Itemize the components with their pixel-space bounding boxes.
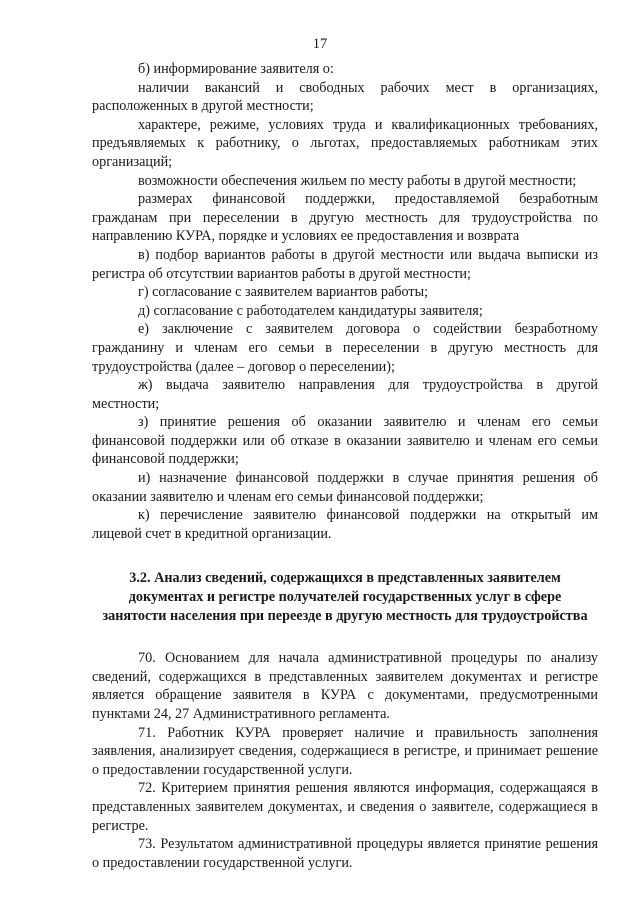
- paragraph-72: 72. Критерием принятия решения являются информация, содержащаяся в представленных заявителем документах, и сведения о заявителе, содержащиеся в регистре.: [92, 780, 598, 834]
- list-subitem-housing: возможности обеспечения жильем по месту работы в другой местности;: [138, 172, 577, 189]
- list-item-b: б) информирование заявителя о:: [138, 61, 334, 77]
- document-body: [92, 60, 598, 872]
- paragraph-70: 70. Основанием для начала административной процедуры по анализу сведений, содержащихся в представленных заявителем документах и регистре является обращение заявителя в КУРА с документами, предусмотренными пунктами 24, 27 Административного регламента.: [92, 650, 598, 722]
- list-item-e: е) заключение с заявителем договора о содействии безработному гражданину и членам его семьи в переселении в другую местность для трудоустройства (далее – договор о переселении);: [92, 321, 598, 375]
- paragraph-71: 71. Работник КУРА проверяет наличие и правильность заполнения заявления, анализирует сведения, содержащиеся в регистре, и принимает решение о предоставлении государственной услуги.: [92, 724, 598, 778]
- list-item-g: г) согласование с заявителем вариантов работы;: [138, 284, 429, 301]
- list-item-d: д) согласование с работодателем кандидатуры заявителя;: [138, 302, 483, 319]
- list-item-v: в) подбор вариантов работы в другой местности или выдача выписки из регистра об отсутствии вариантов работы в другой местности;: [92, 246, 598, 282]
- paragraph-73: 73. Результатом административной процедуры является принятие решения о предоставлении государственной услуги.: [92, 836, 598, 871]
- section-heading: 3.2. Анализ сведений, содержащихся в представленных заявителем документах и регистре получателей государственных услуг в сфере занятости населения при переезде в другую местность для трудоустройства: [102, 570, 588, 624]
- list-subitem-financial-support: размерах финансовой поддержки, предоставляемой безработным гражданам при переселении в другую местность для трудоустройства по направлению КУРА, порядке и условиях ее предоставления и возврата: [92, 191, 598, 245]
- list-item-z: з) принятие решения об оказании заявителю и членам его семьи финансовой поддержки или об отказе в оказании заявителю и членам его семьи финансовой поддержки;: [92, 414, 598, 468]
- list-subitem-vacancies: наличии вакансий и свободных рабочих мест в организациях, расположенных в другой местности;: [92, 79, 598, 115]
- page-number: 17: [312, 36, 328, 52]
- list-item-k: к) перечисление заявителю финансовой поддержки на открытый им лицевой счет в кредитной организации.: [92, 507, 598, 542]
- list-item-i: и) назначение финансовой поддержки в случае принятия решения об оказании заявителю и членам его семьи финансовой поддержки;: [92, 470, 598, 505]
- list-item-zh: ж) выдача заявителю направления для трудоустройства в другой местности;: [92, 377, 598, 412]
- list-subitem-work-conditions: характере, режиме, условиях труда и квалификационных требованиях, предъявляемых к работнику, о льготах, предоставляемых работникам этих организаций;: [92, 116, 598, 170]
